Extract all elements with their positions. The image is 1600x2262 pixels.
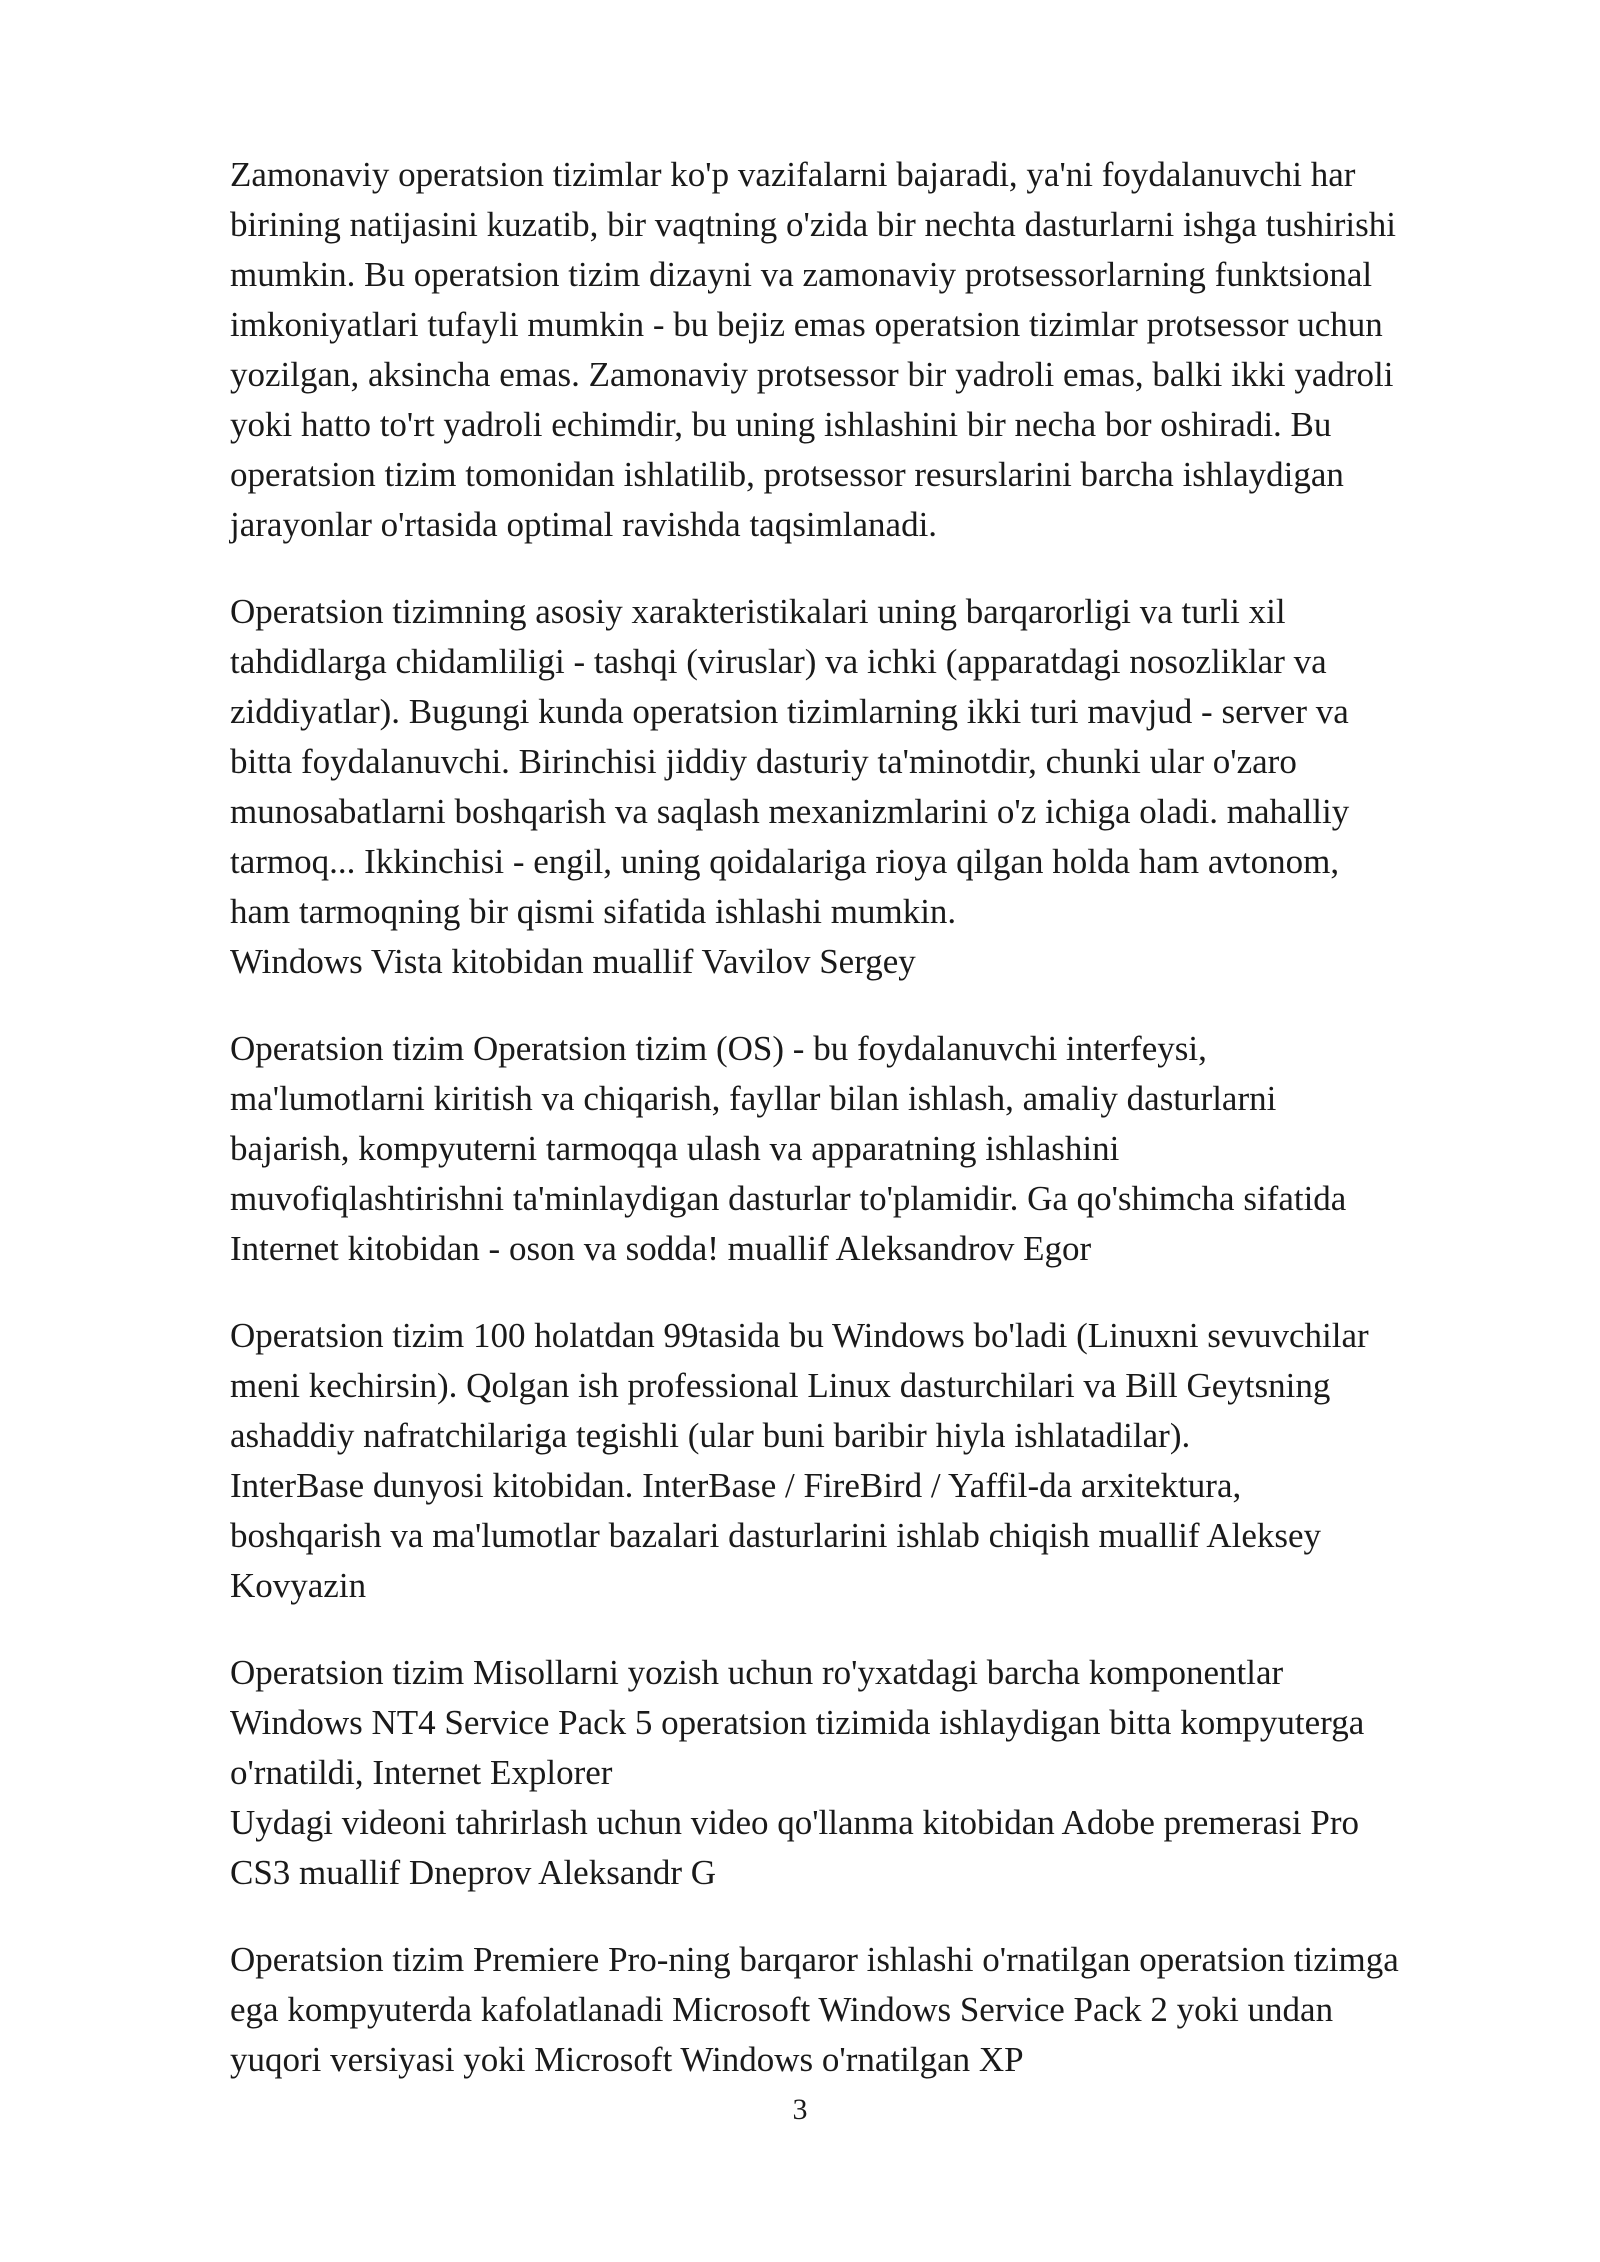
text-line: ham tarmoqning bir qismi sifatida ishlashi mumkin. xyxy=(230,892,957,931)
source-citation: boshqarish va ma'lumotlar bazalari dasturlarini ishlab chiqish muallif Aleksey xyxy=(230,1516,1322,1555)
text-line: Operatsion tizim Operatsion tizim (OS) - bu foydalanuvchi interfeysi, xyxy=(230,1029,1207,1068)
text-line: tarmoq... Ikkinchisi - engil, uning qoidalariga rioya qilgan holda ham avtonom, xyxy=(230,842,1340,881)
text-line: ziddiyatlar). Bugungi kunda operatsion tizimlarning ikki turi mavjud - server va xyxy=(230,692,1349,731)
paragraph-4 xyxy=(230,1311,1530,1611)
text-line: ma'lumotlarni kiritish va chiqarish, fayllar bilan ishlash, amaliy dasturlarni xyxy=(230,1079,1277,1118)
page-body xyxy=(230,150,1530,2122)
text-line: Operatsion tizim Misollarni yozish uchun ro'yxatdagi barcha komponentlar xyxy=(230,1653,1284,1692)
text-line: yoki hatto to'rt yadroli echimdir, bu uning ishlashini bir necha bor oshiradi. Bu xyxy=(230,405,1332,444)
text-line: ega kompyuterda kafolatlanadi Microsoft Windows Service Pack 2 yoki undan xyxy=(230,1990,1334,2029)
source-citation: Internet kitobidan - oson va sodda! muallif Aleksandrov Egor xyxy=(230,1229,1092,1268)
text-line: Operatsion tizim Premiere Pro-ning barqaror ishlashi o'rnatilgan operatsion tizimga xyxy=(230,1940,1399,1979)
text-line: Zamonaviy operatsion tizimlar ko'p vazifalarni bajaradi, ya'ni foydalanuvchi har xyxy=(230,155,1356,194)
text-line: bajarish, kompyuterni tarmoqqa ulash va apparatning ishlashini xyxy=(230,1129,1120,1168)
text-line: bitta foydalanuvchi. Birinchisi jiddiy dasturiy ta'minotdir, chunki ular o'zaro xyxy=(230,742,1297,781)
text-line: imkoniyatlari tufayli mumkin - bu bejiz emas operatsion tizimlar protsessor uchun xyxy=(230,305,1383,344)
source-citation: CS3 muallif Dneprov Aleksandr G xyxy=(230,1853,717,1892)
text-line: mumkin. Bu operatsion tizim dizayni va zamonaviy protsessorlarning funktsional xyxy=(230,255,1373,294)
text-line: yuqori versiyasi yoki Microsoft Windows o'rnatilgan XP xyxy=(230,2040,1024,2079)
text-line: munosabatlarni boshqarish va saqlash mexanizmlarini o'z ichiga oladi. mahalliy xyxy=(230,792,1350,831)
text-line: Windows NT4 Service Pack 5 operatsion tizimida ishlaydigan bitta kompyuterga xyxy=(230,1703,1365,1742)
source-citation: Windows Vista kitobidan muallif Vavilov Sergey xyxy=(230,942,916,981)
text-line: ashaddiy nafratchilariga tegishli (ular buni baribir hiyla ishlatadilar). xyxy=(230,1416,1191,1455)
paragraph-3 xyxy=(230,1024,1530,1274)
paragraph-5 xyxy=(230,1648,1530,1898)
text-line: birining natijasini kuzatib, bir vaqtning o'zida bir nechta dasturlarni ishga tushirishi xyxy=(230,205,1396,244)
text-line: o'rnatildi, Internet Explorer xyxy=(230,1753,613,1792)
source-citation: Uydagi videoni tahrirlash uchun video qo'llanma kitobidan Adobe premerasi Pro xyxy=(230,1803,1359,1842)
text-line: meni kechirsin). Qolgan ish professional Linux dasturchilari va Bill Geytsning xyxy=(230,1366,1331,1405)
source-citation: Kovyazin xyxy=(230,1566,367,1605)
text-line: jarayonlar o'rtasida optimal ravishda taqsimlanadi. xyxy=(230,505,938,544)
text-line: Operatsion tizimning asosiy xarakteristikalari uning barqarorligi va turli xil xyxy=(230,592,1286,631)
paragraph-2 xyxy=(230,587,1530,987)
paragraph-1 xyxy=(230,150,1530,550)
page-number: 3 xyxy=(792,2093,808,2126)
text-line: Operatsion tizim 100 holatdan 99tasida bu Windows bo'ladi (Linuxni sevuvchilar xyxy=(230,1316,1369,1355)
paragraph-6 xyxy=(230,1935,1530,2085)
text-line: operatsion tizim tomonidan ishlatilib, protsessor resurslarini barcha ishlaydigan xyxy=(230,455,1344,494)
text-line: yozilgan, aksincha emas. Zamonaviy protsessor bir yadroli emas, balki ikki yadroli xyxy=(230,355,1394,394)
text-line: tahdidlarga chidamliligi - tashqi (viruslar) va ichki (apparatdagi nosozliklar va xyxy=(230,642,1327,681)
source-citation: InterBase dunyosi kitobidan. InterBase / FireBird / Yaffil-da arxitektura, xyxy=(230,1466,1242,1505)
text-line: muvofiqlashtirishni ta'minlaydigan dasturlar to'plamidir. Ga qo'shimcha sifatida xyxy=(230,1179,1347,1218)
